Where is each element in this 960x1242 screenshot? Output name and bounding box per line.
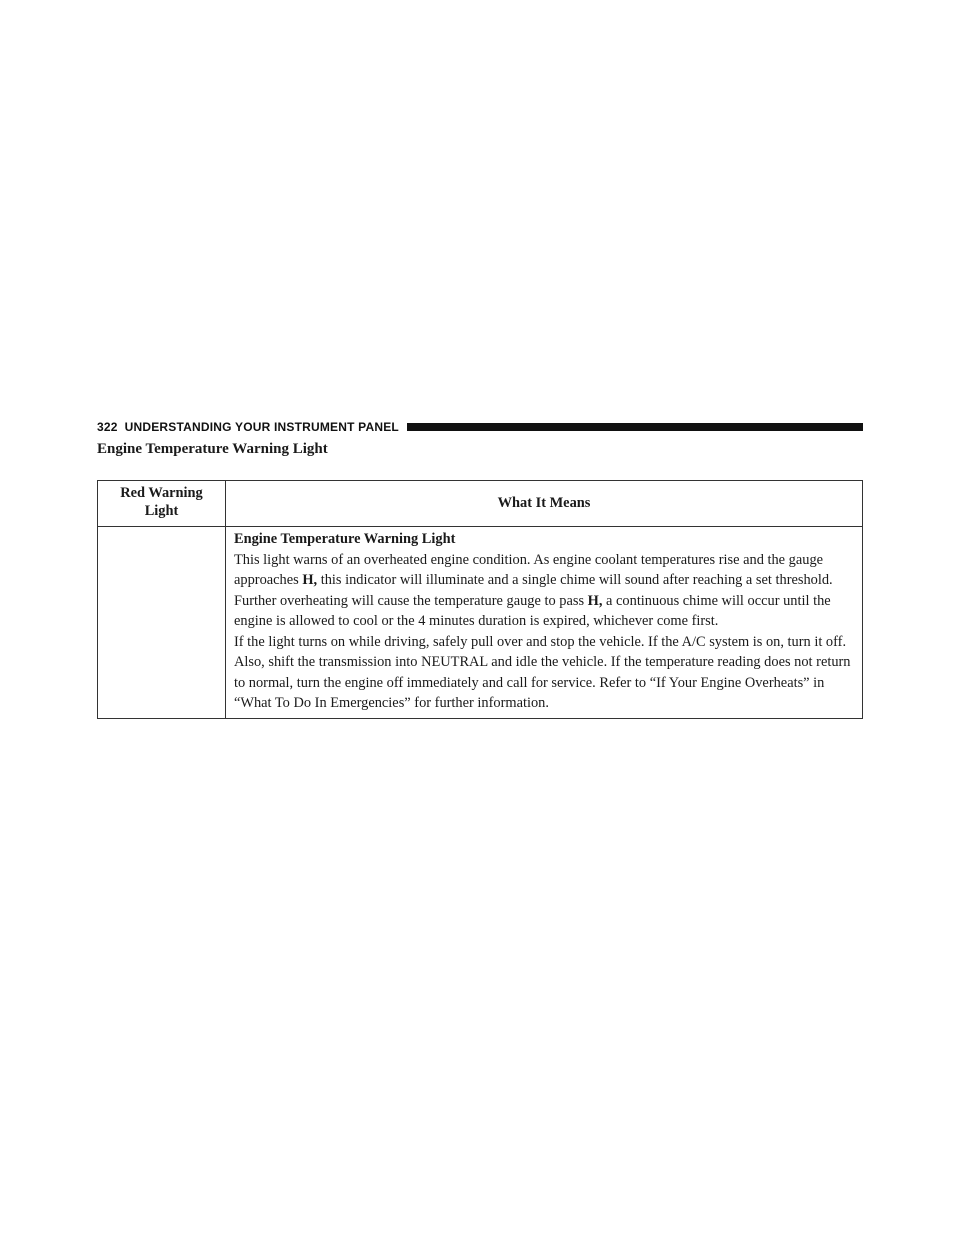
page-header [97,419,863,435]
description-paragraph-1: This light warns of an overheated engine condition. As engine coolant temperatures rise and the gauge approaches H, this indicator will illuminate and a single chime will sound after reaching a set threshold. Further overheating will cause the temperature gauge to pass H, a continuous chime will occur until the engine is allowed to cool or the 4 minutes duration is expired, whichever come first. [234,551,833,629]
warning-icon-cell [98,527,226,719]
row-title: Engine Temperature Warning Light [234,531,456,547]
header-rule [407,423,863,431]
header-what-it-means: What It Means [226,481,863,527]
table-header-row [98,481,863,527]
page-number: 322 [97,420,118,434]
description-cell [226,527,863,719]
header-red-warning-light: Red Warning Light [98,481,226,527]
description-paragraph-2: If the light turns on while driving, safely pull over and stop the vehicle. If the A/C system is on, turn it off. Also, shift the transmission into NEUTRAL and idle the vehicle. If the temperature reading does not return to normal, turn the engine off immediately and call for service. Refer to “If Your Engine Overheats” in “What To Do In Emergencies” for further information. [234,633,851,711]
table-row [98,527,863,719]
page-heading: Engine Temperature Warning Light [97,441,328,457]
section-title: UNDERSTANDING YOUR INSTRUMENT PANEL [124,420,399,434]
warning-light-table [97,480,863,719]
